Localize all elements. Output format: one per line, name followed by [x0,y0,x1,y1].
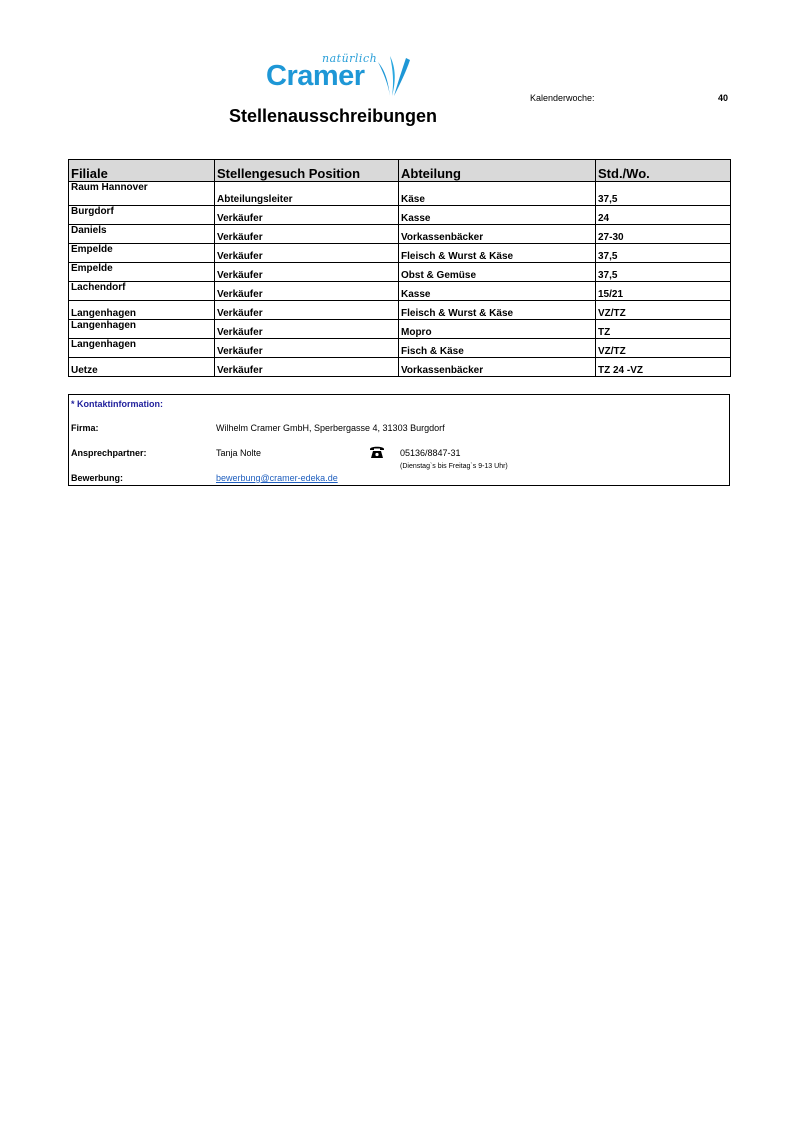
table-row [69,282,731,301]
cell-abteilung: Fleisch & Wurst & Käse [399,244,596,263]
cell-std: VZ/TZ [596,339,731,358]
bewerbung-email-link[interactable]: bewerbung@cramer-edeka.de [216,473,338,483]
cell-position: Verkäufer [215,358,399,377]
header-abteilung: Abteilung [399,160,596,182]
cell-abteilung: Kasse [399,206,596,225]
cell-std: VZ/TZ [596,301,731,320]
cell-filiale: Daniels [69,225,215,244]
cell-std: 24 [596,206,731,225]
cell-std: 15/21 [596,282,731,301]
firma-label: Firma: [71,423,99,433]
table-row [69,358,731,377]
kalenderwoche-value: 40 [718,93,729,103]
job-table [68,159,731,377]
cell-position: Verkäufer [215,301,399,320]
cell-abteilung: Obst & Gemüse [399,263,596,282]
table-row [69,263,731,282]
cell-abteilung: Kasse [399,282,596,301]
cell-position: Verkäufer [215,244,399,263]
cell-position: Abteilungsleiter [215,182,399,206]
logo-tagline: natürlich [322,52,378,65]
cell-abteilung: Fisch & Käse [399,339,596,358]
ansprech-value: Tanja Nolte [216,448,262,458]
ansprech-label: Ansprechpartner: [71,448,147,458]
table-row [69,301,731,320]
cell-std: 37,5 [596,244,731,263]
cell-filiale: Burgdorf [69,206,215,225]
cell-abteilung: Fleisch & Wurst & Käse [399,301,596,320]
phone-number: 05136/8847-31 [400,448,461,458]
cell-position: Verkäufer [215,225,399,244]
cell-abteilung: Vorkassenbäcker [399,358,596,377]
cell-position: Verkäufer [215,263,399,282]
page-title: Stellenausschreibungen [229,106,438,126]
header-filiale: Filiale [69,160,215,182]
table-row [69,182,731,206]
cell-filiale: Uetze [69,358,215,377]
cell-filiale: Lachendorf [69,282,215,301]
cell-abteilung: Vorkassenbäcker [399,225,596,244]
table-row [69,244,731,263]
table-row [69,206,731,225]
table-header-row [69,160,731,182]
cell-position: Verkäufer [215,339,399,358]
contact-heading: * Kontaktinformation: [71,399,163,409]
logo-brand: Cramer [266,60,365,92]
cell-filiale: Langenhagen [69,339,215,358]
cramer-logo [266,52,416,102]
cell-abteilung: Käse [399,182,596,206]
cell-std: 37,5 [596,263,731,282]
table-row [69,225,731,244]
logo-wave-icon [376,54,412,98]
telephone-icon [369,445,385,459]
cell-std: TZ [596,320,731,339]
cell-position: Verkäufer [215,320,399,339]
cell-filiale: Raum Hannover [69,182,215,206]
cell-std: 27-30 [596,225,731,244]
cell-std: 37,5 [596,182,731,206]
cell-filiale: Empelde [69,263,215,282]
phone-hours: (Dienstag`s bis Freitag`s 9-13 Uhr) [400,463,508,470]
table-row [69,339,731,358]
cell-filiale: Langenhagen [69,301,215,320]
header-std: Std./Wo. [596,160,731,182]
kalenderwoche-label: Kalenderwoche: [530,93,595,103]
cell-abteilung: Mopro [399,320,596,339]
bewerbung-label: Bewerbung: [71,473,124,483]
cell-position: Verkäufer [215,282,399,301]
cell-filiale: Empelde [69,244,215,263]
header-position: Stellengesuch Position [215,160,399,182]
firma-value: Wilhelm Cramer GmbH, Sperbergasse 4, 31303 Burgdorf [216,423,445,433]
contact-box [68,394,730,486]
cell-std: TZ 24 -VZ [596,358,731,377]
cell-filiale: Langenhagen [69,320,215,339]
cell-position: Verkäufer [215,206,399,225]
table-row [69,320,731,339]
